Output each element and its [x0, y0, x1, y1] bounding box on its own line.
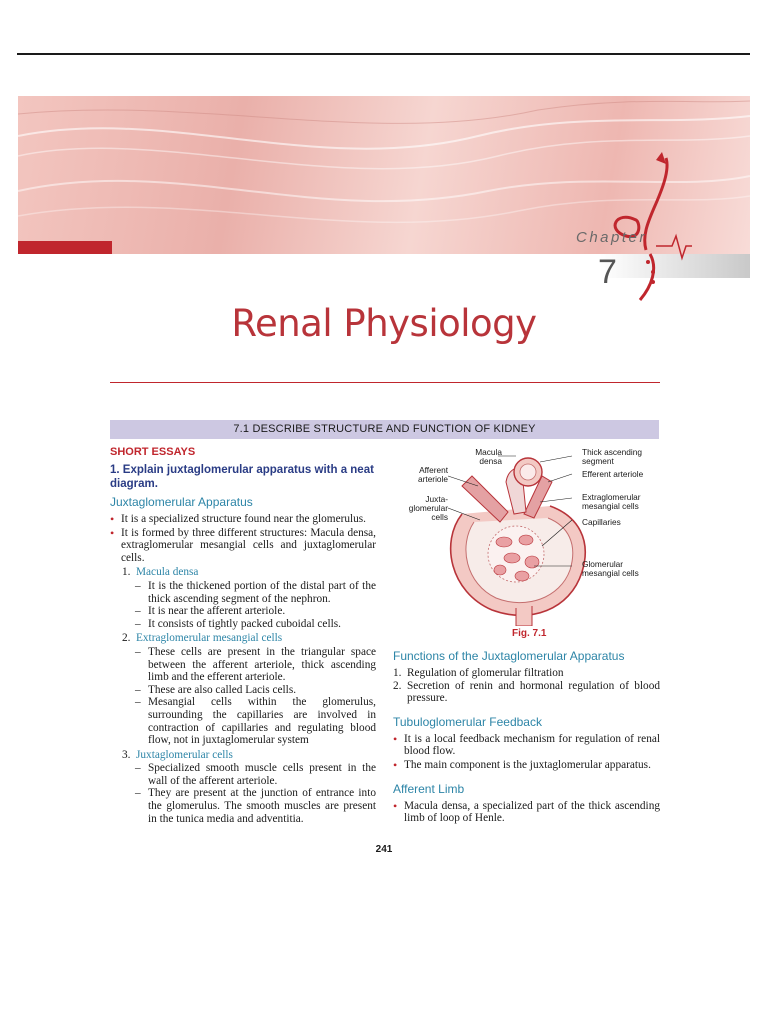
point-text: It consists of tightly packed cuboidal cells.	[148, 617, 341, 630]
label-macula-densa: Macula densa	[475, 447, 502, 466]
point-text: It is near the afferent arteriole.	[148, 605, 286, 618]
list-item: – It consists of tightly packed cuboidal cells.	[135, 617, 341, 630]
list-item	[110, 749, 376, 762]
list-item: – Specialized smooth muscle cells present in the wall of the afferent arteriole.	[135, 762, 376, 787]
list-item: 2. Secretion of renin and hormonal regulation of blood pressure.	[393, 679, 660, 705]
point-text: Specialized smooth muscle cells present in the wall of the afferent arteriole.	[148, 762, 376, 787]
label-afferent-arteriole: Afferent arteriole	[418, 465, 448, 484]
label-extraglomerular: Extraglomerular mesangial cells	[582, 492, 641, 511]
left-column	[110, 446, 376, 825]
item-number: 1.	[122, 566, 131, 579]
question-heading: 1. Explain juxtaglomerular apparatus with a neat diagram.	[110, 464, 374, 490]
list-item: • It is formed by three different structures: Macula densa, extraglomerular mesangial cells and juxtaglomerular cells.	[110, 527, 376, 565]
item-number: 2.	[122, 632, 131, 645]
label-thick-ascending: Thick ascending segment	[582, 447, 642, 466]
right-column	[393, 646, 660, 826]
tubulo-heading: Tubuloglomerular Feedback	[393, 714, 542, 729]
list-item: – It is the thickened portion of the distal part of the thick ascending segment of the nephron.	[135, 579, 376, 605]
label-efferent-arteriole: Efferent arteriole	[582, 469, 644, 479]
list-item: • The main component is the juxtaglomerular apparatus.	[393, 759, 660, 772]
label-capillaries: Capillaries	[582, 517, 621, 527]
section-heading: 7.1 DESCRIBE STRUCTURE AND FUNCTION OF KIDNEY	[110, 420, 659, 439]
list-item: – Mesangial cells within the glomerulus, surrounding the capillaries are involved in contraction of capillaries and regulating blood flow, not in juxtaglomerular system	[135, 696, 376, 747]
item-title: Macula densa	[136, 566, 199, 579]
point-text: These cells are present in the triangular space between the afferent arteriole, thick ascending limb and the efferent arteriole.	[148, 645, 376, 684]
top-rule	[17, 53, 750, 55]
title-rule	[110, 382, 660, 383]
chapter-number: 7	[598, 253, 617, 291]
point-text: It is the thickened portion of the distal part of the thick ascending segment of the nephron.	[148, 579, 376, 605]
item-number: 3.	[122, 748, 131, 761]
list-item: • Macula densa, a specialized part of the thick ascending limb of loop of Henle.	[393, 800, 660, 825]
chapter-title: Renal Physiology	[231, 302, 537, 345]
list-item	[110, 566, 376, 579]
list-item: 1. Regulation of glomerular filtration	[393, 667, 564, 679]
point-text: They are present at the junction of entrance into the glomerulus. The smooth muscles are present in the tunica media and adventitia.	[148, 787, 376, 825]
point-text: Mesangial cells within the glomerulus, surrounding the capillaries are involved in contraction of capillaries and regulating blood flow, not in juxtaglomerular system	[148, 696, 376, 747]
list-item: – They are present at the junction of entrance into the glomerulus. The smooth muscles are present in the tunica media and adventitia.	[135, 787, 376, 825]
figure-caption: Fig. 7.1	[512, 628, 547, 639]
list-item: • It is a local feedback mechanism for regulation of renal blood flow.	[393, 733, 660, 758]
item-title: Extraglomerular mesangial cells	[136, 632, 283, 645]
list-item: – These are also called Lacis cells.	[135, 683, 297, 696]
point-text: These are also called Lacis cells.	[148, 683, 297, 696]
page-number: 241	[375, 844, 393, 855]
list-item	[110, 632, 376, 645]
list-item: – It is near the afferent arteriole.	[135, 605, 286, 618]
label-juxtaglomerular-cells: Juxta- glomerular cells	[408, 494, 448, 522]
list-item: • It is a specialized structure found near the glomerulus.	[110, 513, 376, 526]
afferent-heading: Afferent Limb	[393, 781, 465, 796]
list-item: – These cells are present in the triangular space between the afferent arteriole, thick ascending limb and the efferent arteriole.	[135, 645, 376, 684]
banner-red-block	[18, 241, 112, 254]
jga-subheading: Juxtaglomerular Apparatus	[110, 495, 253, 509]
item-title: Juxtaglomerular cells	[136, 748, 233, 761]
functions-heading: Functions of the Juxtaglomerular Apparatus	[393, 649, 625, 663]
label-glomerular-mesangial: Glomerular mesangial cells	[582, 559, 639, 578]
chapter-label: Chapter	[576, 229, 647, 246]
short-essays-heading: SHORT ESSAYS	[110, 446, 196, 458]
